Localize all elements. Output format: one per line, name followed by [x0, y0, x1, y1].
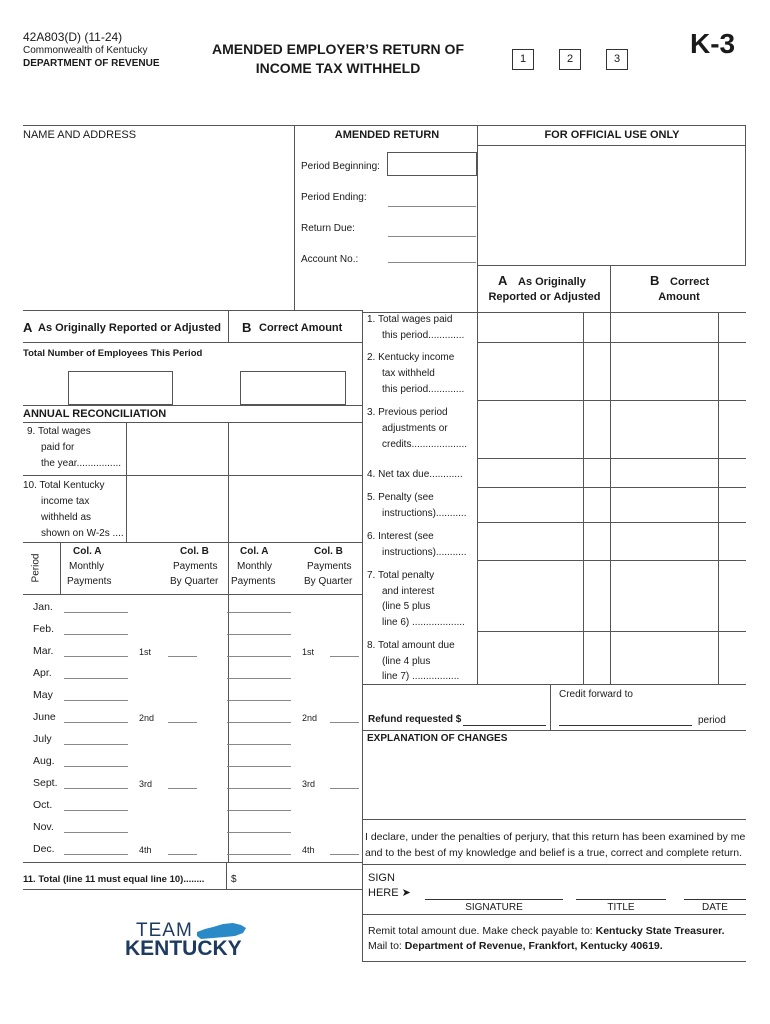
col-b1-line1: Payments — [173, 561, 218, 572]
monthly-payment-b-input[interactable] — [227, 656, 291, 657]
left-col-b-letter: B — [242, 320, 252, 335]
monthly-payment-a-input[interactable] — [64, 766, 128, 767]
quarter-label: 3rd — [139, 779, 153, 789]
date-input[interactable] — [684, 899, 746, 900]
top-rule — [23, 125, 746, 126]
col-b1-title: Col. B — [180, 546, 209, 557]
copy-box-3: 3 — [606, 49, 628, 70]
col-b2-title: Col. B — [314, 546, 343, 557]
recon-row10-bottom — [23, 542, 362, 543]
monthly-payment-a-input[interactable] — [64, 612, 128, 613]
period-beginning-label: Period Beginning: — [301, 161, 380, 172]
line-11-divider — [226, 862, 227, 889]
line-11-input[interactable] — [240, 866, 360, 886]
return-due-input[interactable] — [388, 236, 476, 237]
monthly-payment-b-input[interactable] — [227, 678, 291, 679]
month-label: Aug. — [33, 755, 55, 767]
monthly-payment-a-input[interactable] — [64, 832, 128, 833]
quarter-payment-b-input[interactable] — [330, 722, 359, 723]
quarter-label: 4th — [302, 845, 315, 855]
month-label: Apr. — [33, 667, 52, 679]
period-ending-input[interactable] — [388, 206, 476, 207]
col-b2-line2: By Quarter — [304, 576, 353, 587]
monthly-payment-b-input[interactable] — [227, 766, 291, 767]
right-row-line-5 — [477, 522, 746, 523]
period-ending-label: Period Ending: — [301, 192, 367, 203]
monthly-payment-a-input[interactable] — [64, 678, 128, 679]
right-col-a-letter: A — [498, 273, 508, 288]
quarter-label: 2nd — [139, 713, 155, 723]
divider-name-amended — [294, 125, 295, 310]
official-use-label: FOR OFFICIAL USE ONLY — [544, 129, 680, 141]
remit-line1: Remit total amount due. Make check payable to: Kentucky State Treasurer. — [368, 925, 725, 937]
quarter-label: 1st — [139, 647, 152, 657]
quarter-label: 3rd — [302, 779, 316, 789]
left-section-top — [23, 310, 362, 311]
monthly-payment-a-input[interactable] — [64, 700, 128, 701]
name-address-label: NAME AND ADDRESS — [23, 129, 137, 141]
sign-label: SIGN — [368, 872, 395, 884]
col-b2-line1: Payments — [307, 561, 352, 572]
left-col-b-label: Correct Amount — [259, 322, 343, 334]
form-number: 42A803(D) (11-24) — [23, 30, 123, 44]
line10-col-a-input[interactable] — [127, 476, 227, 541]
amended-return-label: AMENDED RETURN — [334, 129, 440, 141]
month-label: May — [33, 689, 53, 701]
period-col-divider — [60, 542, 61, 594]
month-label: Jan. — [33, 601, 53, 613]
employees-label: Total Number of Employees This Period — [23, 348, 203, 359]
left-col-a-letter: A — [23, 320, 33, 335]
quarter-payment-a-input[interactable] — [168, 722, 197, 723]
month-label: Dec. — [33, 843, 55, 855]
col-a1-title: Col. A — [73, 546, 102, 557]
monthly-payment-b-input[interactable] — [227, 832, 291, 833]
monthly-payment-b-input[interactable] — [227, 744, 291, 745]
monthly-payment-b-input[interactable] — [227, 854, 291, 855]
monthly-payment-b-input[interactable] — [227, 788, 291, 789]
period-label: Period — [30, 553, 42, 583]
month-label: Mar. — [33, 645, 54, 657]
annual-recon-label: ANNUAL RECONCILIATION — [23, 408, 167, 420]
agency-name: Commonwealth of Kentucky — [23, 45, 148, 56]
declaration-line2: and to the best of my knowledge and belief is a true, correct and complete return. — [365, 847, 743, 859]
refund-row-bottom — [362, 730, 746, 731]
right-grid-cents-a — [583, 312, 584, 685]
quarter-payment-a-input[interactable] — [168, 656, 197, 657]
declaration-bottom — [362, 864, 746, 865]
monthly-payment-a-input[interactable] — [64, 854, 128, 855]
line9-col-b-input[interactable] — [229, 423, 361, 474]
right-row-line-1 — [477, 342, 746, 343]
right-col-a-line1: As Originally — [518, 276, 586, 288]
credit-divider — [550, 684, 551, 730]
right-grid-bottom — [362, 684, 746, 685]
right-row-line-6 — [477, 560, 746, 561]
monthly-payment-b-input[interactable] — [227, 700, 291, 701]
refund-amount-input[interactable] — [463, 725, 546, 726]
monthly-payment-a-input[interactable] — [64, 722, 128, 723]
line10-col-b-input[interactable] — [229, 476, 361, 541]
right-grid-divider — [610, 265, 611, 685]
right-grid-top — [362, 312, 746, 313]
month-label: Nov. — [33, 821, 54, 833]
divider-amended-official — [477, 125, 478, 685]
monthly-payment-a-input[interactable] — [64, 656, 128, 657]
monthly-payment-b-input[interactable] — [227, 612, 291, 613]
declaration-line1: I declare, under the penalties of perjury, that this return has been examined by me — [365, 831, 746, 843]
credit-forward-input[interactable] — [559, 725, 692, 726]
monthly-payment-a-input[interactable] — [64, 634, 128, 635]
credit-period-label: period — [698, 715, 726, 726]
month-label: June — [33, 711, 56, 723]
quarter-payment-b-input[interactable] — [330, 788, 359, 789]
month-label: Feb. — [33, 623, 55, 635]
copy-box-2: 2 — [559, 49, 581, 70]
title-input[interactable] — [576, 899, 666, 900]
title-caption: TITLE — [607, 902, 635, 913]
right-col-b-line1: Correct — [670, 276, 710, 288]
bottom-rule — [362, 961, 746, 962]
left-col-a-label: As Originally Reported or Adjusted — [38, 322, 221, 334]
employees-input-a[interactable] — [68, 371, 173, 405]
right-row-line-7 — [477, 631, 746, 632]
return-due-label: Return Due: — [301, 223, 355, 234]
right-col-b-line2: Amount — [658, 291, 700, 303]
monthly-header-bottom — [23, 594, 362, 595]
logo-kentucky-text: KENTUCKY — [125, 937, 242, 960]
right-row-line-4 — [477, 487, 746, 488]
account-no-label: Account No.: — [301, 254, 359, 265]
quarter-label: 2nd — [302, 713, 318, 723]
monthly-payment-b-input[interactable] — [227, 634, 291, 635]
line-11-bottom — [23, 889, 362, 890]
official-use-rule — [477, 145, 746, 146]
remit-line2: Mail to: Department of Revenue, Frankfort, Kentucky 40619. — [368, 940, 663, 952]
official-use-right — [745, 125, 746, 265]
explanation-bottom — [362, 819, 746, 820]
here-label: HERE ➤ — [368, 887, 411, 899]
right-grid-cents-b — [718, 312, 719, 685]
employees-input-b[interactable] — [240, 371, 346, 405]
month-label: Oct. — [33, 799, 53, 811]
col-b1-line2: By Quarter — [170, 576, 219, 587]
quarter-label: 1st — [302, 647, 315, 657]
quarter-payment-a-input[interactable] — [168, 854, 197, 855]
col-a2-title: Col. A — [240, 546, 269, 557]
monthly-payment-b-input[interactable] — [227, 810, 291, 811]
copy-box-1: 1 — [512, 49, 534, 70]
form-title-line2: INCOME TAX WITHHELD — [255, 60, 421, 76]
right-row-line-2 — [477, 400, 746, 401]
right-col-a-line2: Reported or Adjusted — [488, 291, 601, 303]
logo-team-text: TEAM — [136, 920, 193, 941]
monthly-payment-a-input[interactable] — [64, 810, 128, 811]
quarter-payment-a-input[interactable] — [168, 788, 197, 789]
col-a1-line2: Payments — [67, 576, 112, 587]
line9-col-a-input[interactable] — [127, 423, 227, 474]
col-a2-line2: Payments — [231, 576, 276, 587]
signature-caption: SIGNATURE — [465, 902, 523, 913]
right-row-line-3 — [477, 458, 746, 459]
quarter-payment-b-input[interactable] — [330, 854, 359, 855]
monthly-payment-a-input[interactable] — [64, 788, 128, 789]
left-header-divider — [228, 310, 229, 342]
signature-row-bottom — [362, 914, 746, 915]
month-label: Sept. — [33, 777, 58, 789]
col-a1-line1: Monthly — [69, 561, 105, 572]
period-beginning-input[interactable] — [387, 152, 477, 176]
line-11-dollar: $ — [231, 874, 237, 885]
monthly-table-bottom — [23, 862, 362, 863]
main-center-divider — [362, 310, 363, 961]
credit-forward-label: Credit forward to — [559, 689, 633, 700]
recon-top — [23, 405, 362, 406]
form-title-line1: AMENDED EMPLOYER’S RETURN OF — [211, 41, 464, 57]
payments-center-divider — [228, 542, 229, 862]
official-use-bottom — [477, 265, 746, 266]
quarter-label: 4th — [139, 845, 152, 855]
monthly-payment-a-input[interactable] — [64, 744, 128, 745]
form-code: K-3 — [690, 28, 736, 59]
col-a2-line1: Monthly — [237, 561, 273, 572]
right-col-b-letter: B — [650, 273, 660, 288]
quarter-payment-b-input[interactable] — [330, 656, 359, 657]
line-11-label: 11. Total (line 11 must equal line 10)........ — [23, 874, 205, 885]
monthly-payment-b-input[interactable] — [227, 722, 291, 723]
signature-input[interactable] — [425, 899, 563, 900]
account-no-input[interactable] — [388, 262, 476, 263]
explanation-label: EXPLANATION OF CHANGES — [367, 733, 508, 744]
left-header-bottom — [23, 342, 362, 343]
department-name: DEPARTMENT OF REVENUE — [23, 58, 160, 69]
date-caption: DATE — [702, 902, 728, 913]
month-label: July — [33, 733, 52, 745]
refund-label: Refund requested $ — [368, 714, 462, 725]
